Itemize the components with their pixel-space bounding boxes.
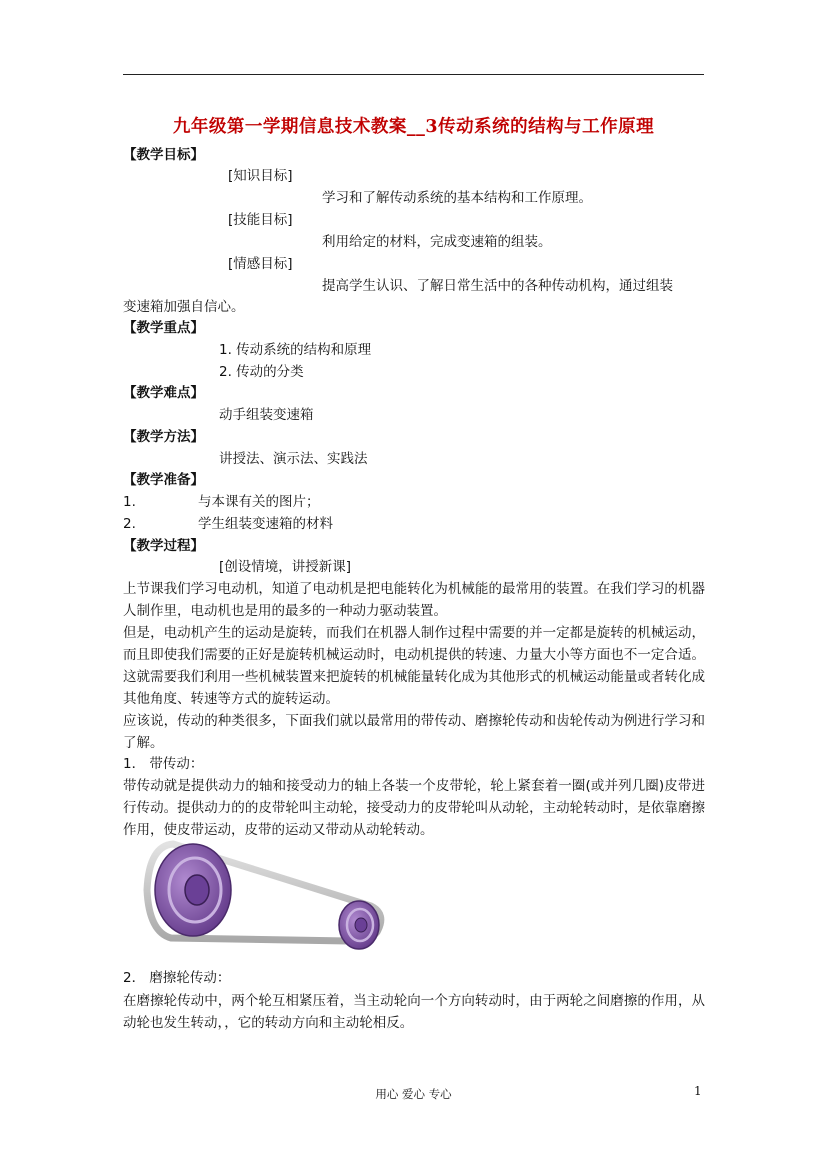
knowledge-objective-text: 学习和了解传动系统的基本结构和工作原理。 bbox=[322, 190, 592, 206]
emotion-objective-label: [情感目标] bbox=[228, 256, 293, 272]
belt-drive-heading: 1． 带传动： bbox=[123, 756, 204, 772]
intro-paragraph: 上节课我们学习电动机，知道了电动机是把电能转化为机械能的最常用的装置。在我们学习的机器人制作里，电动机也是用的最多的一种动力驱动装置。 bbox=[123, 581, 705, 619]
driven-pulley-hub bbox=[355, 918, 367, 932]
difficulties-text: 动手组装变速箱 bbox=[219, 407, 314, 423]
objectives-heading: 【教学目标】 bbox=[123, 147, 204, 163]
document-title: 九年级第一学期信息技术教案__3传动系统的结构与工作原理 bbox=[172, 117, 655, 137]
emotion-objective-text-cont: 变速箱加强自信心。 bbox=[123, 299, 245, 315]
preparation-item-text: 与本课有关的图片； bbox=[198, 494, 320, 510]
process-heading: 【教学过程】 bbox=[123, 538, 204, 554]
difficulties-heading: 【教学难点】 bbox=[123, 385, 204, 401]
motion-paragraph: 但是，电动机产生的运动是旋转，而我们在机器人制作过程中需要的并一定都是旋转的机械运动，而且即使我们需要的正好是旋转机械运动时，电动机提供的转速、力量大小等方面也不一定合适。这就需要我们利用一些机械装置来把旋转的机械能量转化成为其他形式的机械运动能量或者转化成其他角度、转速等方式的旋转运动。 bbox=[123, 625, 705, 707]
page-number: 1 bbox=[694, 1084, 702, 1098]
friction-drive-heading: 2． 磨擦轮传动： bbox=[123, 970, 231, 986]
methods-heading: 【教学方法】 bbox=[123, 429, 204, 445]
key-point-item: 2. 传动的分类 bbox=[219, 364, 304, 380]
knowledge-objective-label: [知识目标] bbox=[228, 168, 293, 184]
process-subheading: [创设情境，讲授新课] bbox=[219, 559, 352, 575]
preparation-item-number: 2. bbox=[123, 516, 136, 532]
methods-text: 讲授法、演示法、实践法 bbox=[219, 451, 368, 467]
preparation-heading: 【教学准备】 bbox=[123, 472, 204, 488]
emotion-objective-text: 提高学生认识、了解日常生活中的各种传动机构，通过组装 bbox=[322, 278, 673, 294]
preparation-item-number: 1. bbox=[123, 494, 136, 510]
preparation-item-text: 学生组装变速箱的材料 bbox=[198, 516, 333, 532]
types-paragraph: 应该说，传动的种类很多，下面我们就以最常用的带传动、磨擦轮传动和齿轮传动为例进行学习和了解。 bbox=[123, 713, 705, 751]
drive-pulley-hub bbox=[185, 875, 209, 905]
belt-drive-paragraph: 带传动就是提供动力的轴和接受动力的轴上各装一个皮带轮，轮上紧套着一圈(或并列几圈)皮带进行传动。提供动力的的皮带轮叫主动轮，接受动力的皮带轮叫从动轮，主动轮转动时，是依靠磨擦作用，使皮带运动，皮带的运动又带动从动轮转动。 bbox=[123, 778, 705, 838]
header-rule bbox=[123, 74, 704, 75]
key-point-item: 1. 传动系统的结构和原理 bbox=[219, 342, 372, 358]
belt-drive-illustration bbox=[143, 840, 387, 952]
page-footer: 用心 爱心 专心 bbox=[375, 1087, 452, 1101]
key-points-heading: 【教学重点】 bbox=[123, 320, 204, 336]
skill-objective-text: 利用给定的材料，完成变速箱的组装。 bbox=[322, 234, 552, 250]
skill-objective-label: [技能目标] bbox=[228, 212, 293, 228]
friction-drive-paragraph: 在磨擦轮传动中，两个轮互相紧压着，当主动轮向一个方向转动时，由于两轮之间磨擦的作用，从动轮也发生转动，，它的转动方向和主动轮相反。 bbox=[123, 993, 705, 1031]
